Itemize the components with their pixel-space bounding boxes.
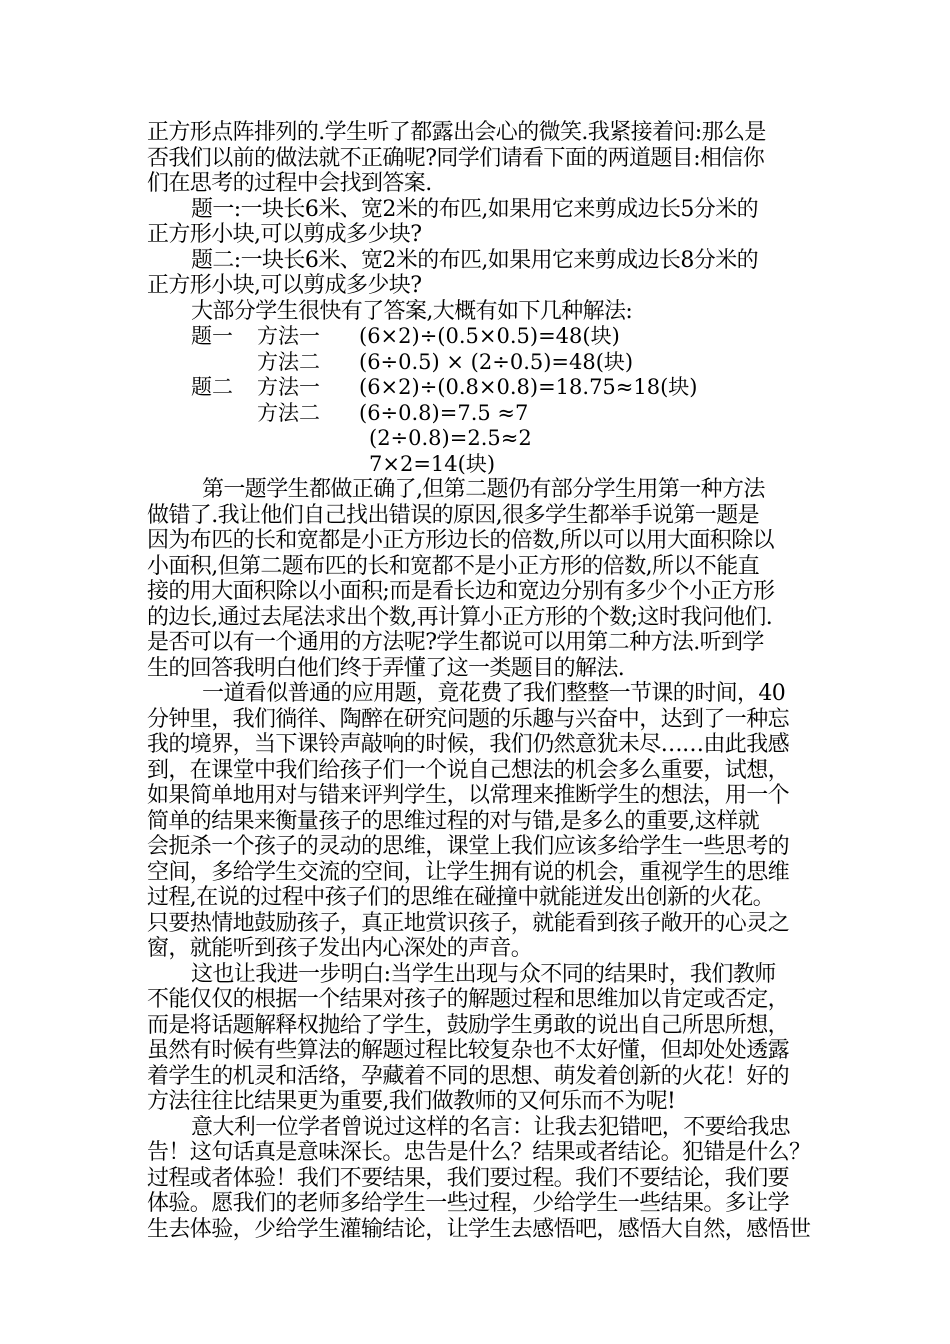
reflection-line: 我的境界，当下课铃声敲响的时候，我们仍然意犹未尽……由此我感 xyxy=(147,732,790,757)
understanding-line: 不能仅仅的根据一个结果对孩子的解题过程和思维加以肯定或否定， xyxy=(147,987,790,1012)
method-label: 方法一 xyxy=(257,324,320,348)
understanding-line: 而是将话题解释权抛给了学生，鼓励学生勇敢的说出自己所思所想， xyxy=(147,1012,790,1038)
problem-two-line: 题二:一块长6米、宽2米的布匹,如果用它来剪成边长8分米的 xyxy=(191,247,758,273)
understanding-line: 这也让我进一步明白:当学生出现与众不同的结果时，我们教师 xyxy=(191,961,776,987)
text-line: 们在思考的过程中会找到答案. xyxy=(147,171,432,196)
text-line: 否我们以前的做法就不正确呢?同学们请看下面的两道题目:相信你 xyxy=(147,145,765,171)
analysis-line: 接的用大面积除以小面积;而是看长边和宽边分别有多少个小正方形 xyxy=(147,579,775,604)
reflection-line: 到，在课堂中我们给孩子们一个说自己想法的机会多么重要，试想， xyxy=(147,757,790,783)
method-label: 方法二 xyxy=(257,400,320,425)
problem-one-line: 正方形小块,可以剪成多少块? xyxy=(147,222,422,247)
reflection-line: 窗，就能听到孩子发出内心深处的声音。 xyxy=(147,936,533,961)
formula: (6×2)÷(0.5×0.5)=48(块) xyxy=(359,324,620,348)
question-label: 题一 xyxy=(191,324,233,348)
quote-line: 生去体验，少给学生灌输结论，让学生去感悟吧，感悟大自然，感悟世 xyxy=(147,1216,811,1242)
analysis-line: 小面积,但第二题布匹的长和宽都不是小正方形的倍数,所以不能直 xyxy=(147,553,759,579)
analysis-line: 是否可以有一个通用的方法呢?学生都说可以用第二种方法.听到学 xyxy=(147,630,764,655)
solution-row xyxy=(147,375,813,401)
reflection-line: 只要热情地鼓励孩子，真正地赏识孩子，就能看到孩子敞开的心灵之 xyxy=(147,910,790,936)
quote-line: 过程或者体验！我们不要结果，我们要过程。我们不要结论，我们要 xyxy=(147,1165,790,1191)
reflection-line: 空间，多给学生交流的空间，让学生拥有说的机会，重视学生的思维 xyxy=(147,859,790,885)
understanding-line: 着学生的机灵和活络，孕藏着不同的思想、萌发着创新的火花！好的 xyxy=(147,1063,790,1089)
formula: (6÷0.8)=7.5 ≈7 xyxy=(359,400,529,425)
document-page xyxy=(147,120,813,1242)
reflection-line: 如果简单地用对与错来评判学生，以常理来推断学生的想法，用一个 xyxy=(147,783,790,808)
method-label: 方法一 xyxy=(257,375,320,399)
question-label: 题二 xyxy=(191,375,233,399)
solution-row xyxy=(147,324,813,350)
understanding-line: 方法往往比结果更为重要,我们做教师的又何乐而不为呢! xyxy=(147,1089,676,1114)
formula: (6÷0.5) × (2÷0.5)=48(块) xyxy=(359,349,634,374)
reflection-line: 过程,在说的过程中孩子们的思维在碰撞中就能迸发出创新的火花。 xyxy=(147,885,774,910)
formula: 7×2=14(块) xyxy=(369,451,496,476)
analysis-line: 因为布匹的长和宽都是小正方形边长的倍数,所以可以用大面积除以 xyxy=(147,528,774,553)
understanding-line: 虽然有时候有些算法的解题过程比较复杂也不太好懂，但却处处透露 xyxy=(147,1038,790,1063)
problem-one-line: 题一:一块长6米、宽2米的布匹,如果用它来剪成边长5分米的 xyxy=(191,196,758,222)
quote-line: 意大利一位学者曾说过这样的名言：让我去犯错吧，不要给我忠 xyxy=(191,1114,791,1140)
formula: (2÷0.8)=2.5≈2 xyxy=(369,426,532,450)
solution-row xyxy=(147,426,813,452)
reflection-line: 分钟里，我们徜徉、陶醉在研究问题的乐趣与兴奋中，达到了一种忘 xyxy=(147,706,790,732)
solution-row xyxy=(147,350,813,376)
formula: (6×2)÷(0.8×0.8)=18.75≈18(块) xyxy=(359,375,698,399)
reflection-line: 会扼杀一个孩子的灵动的思维，课堂上我们应该多给学生一些思考的 xyxy=(147,834,790,859)
analysis-line: 第一题学生都做正确了,但第二题仍有部分学生用第一种方法 xyxy=(202,477,765,502)
reflection-line: 简单的结果来衡量孩子的思维过程的对与错,是多么的重要,这样就 xyxy=(147,808,759,834)
analysis-line: 做错了.我让他们自己找出错误的原因,很多学生都举手说第一题是 xyxy=(147,502,759,528)
solution-row xyxy=(147,401,813,427)
solution-row xyxy=(147,452,813,478)
quote-line: 告！这句话真是意味深长。忠告是什么？结果或者结论。犯错是什么？ xyxy=(147,1140,811,1165)
text-line: 正方形点阵排列的.学生听了都露出会心的微笑.我紧接着问:那么是 xyxy=(147,120,766,145)
reflection-line: 一道看似普通的应用题，竟花费了我们整整一节课的时间，40 xyxy=(202,681,786,706)
analysis-line: 生的回答我明白他们终于弄懂了这一类题目的解法. xyxy=(147,655,625,681)
problem-two-line: 正方形小块,可以剪成多少块? xyxy=(147,273,422,298)
quote-line: 体验。愿我们的老师多给学生一些过程，少给学生一些结果。多让学 xyxy=(147,1191,790,1216)
method-label: 方法二 xyxy=(257,349,320,374)
analysis-line: 的边长,通过去尾法求出个数,再计算小正方形的个数;这时我问他们. xyxy=(147,604,773,630)
solutions-intro: 大部分学生很快有了答案,大概有如下几种解法: xyxy=(191,298,633,324)
